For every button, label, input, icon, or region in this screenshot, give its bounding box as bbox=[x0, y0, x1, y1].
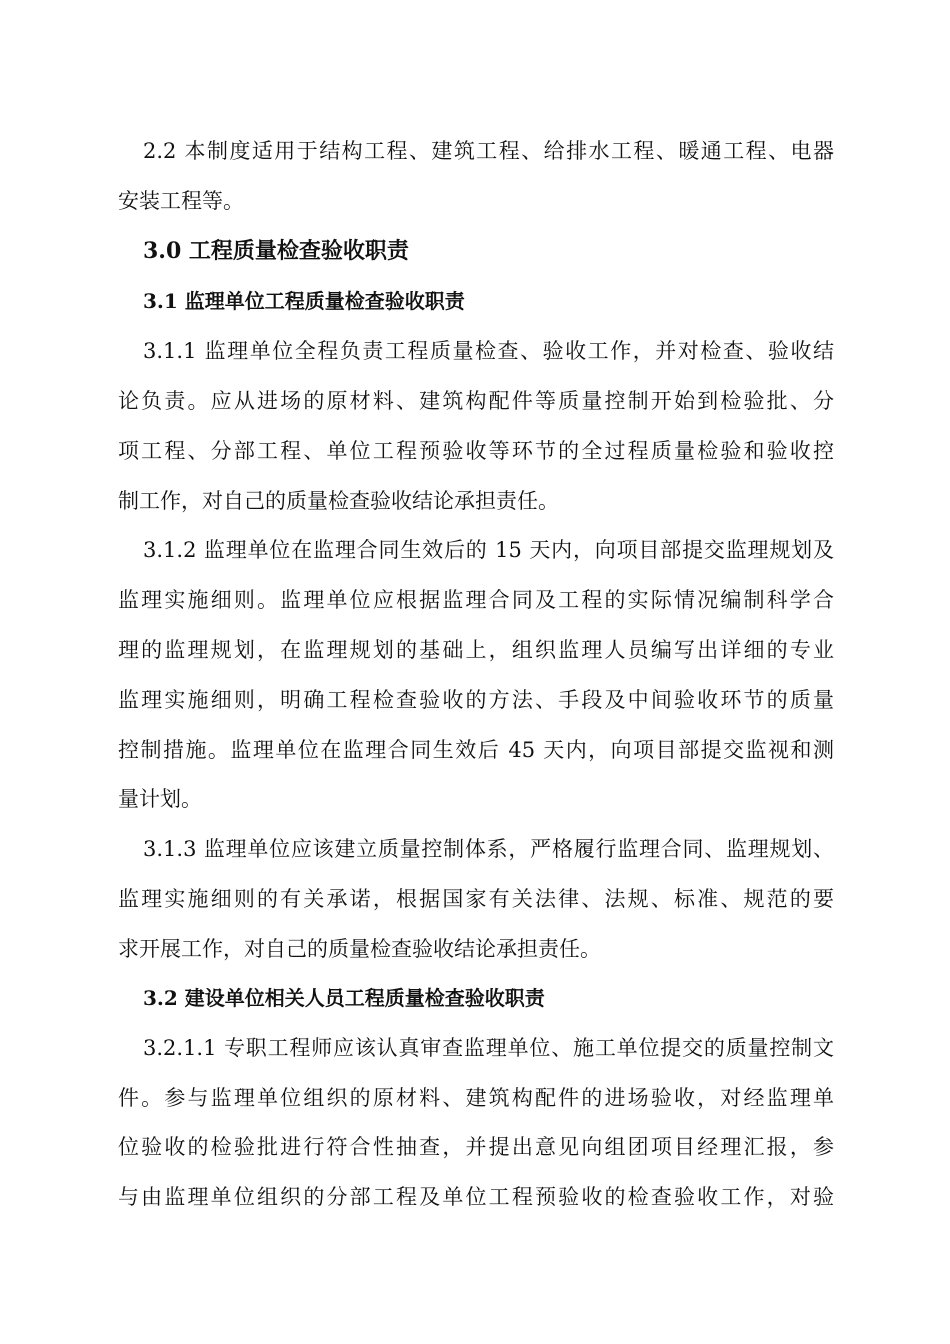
paragraph-3-1-1-line-1: 3.1.1 监理单位全程负责工程质量检查、验收工作，并对检查、验收结 bbox=[143, 339, 834, 363]
paragraph-3-2-1-1-line-2: 件。参与监理单位组织的原材料、建筑构配件的进场验收，对经监理单 bbox=[118, 1086, 834, 1110]
paragraph-3-1-2-line-5: 控制措施。监理单位在监理合同生效后 45 天内，向项目部提交监视和测 bbox=[118, 738, 834, 762]
paragraph-2-2-line-2: 安装工程等。 bbox=[118, 189, 244, 213]
paragraph-3-1-3-line-2: 监理实施细则的有关承诺，根据国家有关法律、法规、标准、规范的要 bbox=[118, 887, 834, 911]
paragraph-3-1-2-line-1: 3.1.2 监理单位在监理合同生效后的 15 天内，向项目部提交监理规划及 bbox=[143, 538, 834, 562]
paragraph-3-2-1-1-line-3: 位验收的检验批进行符合性抽查，并提出意见向组团项目经理汇报，参 bbox=[118, 1135, 834, 1159]
paragraph-3-1-3-line-1: 3.1.3 监理单位应该建立质量控制体系，严格履行监理合同、监理规划、 bbox=[143, 837, 834, 861]
paragraph-3-1-3-line-3: 求开展工作，对自己的质量检查验收结论承担责任。 bbox=[118, 937, 601, 961]
paragraph-3-1-2-line-4: 监理实施细则，明确工程检查验收的方法、手段及中间验收环节的质量 bbox=[118, 688, 834, 712]
paragraph-3-1-1-line-3: 项工程、分部工程、单位工程预验收等环节的全过程质量检验和验收控 bbox=[118, 439, 834, 463]
section-heading-3-2: 3.2 建设单位相关人员工程质量检查验收职责 bbox=[143, 986, 545, 1010]
paragraph-2-2-line-1: 2.2 本制度适用于结构工程、建筑工程、给排水工程、暖通工程、电器 bbox=[143, 139, 834, 163]
paragraph-3-1-2-line-6: 量计划。 bbox=[118, 787, 202, 811]
paragraph-3-2-1-1-line-1: 3.2.1.1 专职工程师应该认真审查监理单位、施工单位提交的质量控制文 bbox=[143, 1036, 834, 1060]
section-heading-3-1: 3.1 监理单位工程质量检查验收职责 bbox=[143, 289, 465, 313]
paragraph-3-1-1-line-4: 制工作，对自己的质量检查验收结论承担责任。 bbox=[118, 489, 559, 513]
paragraph-3-2-1-1-line-4: 与由监理单位组织的分部工程及单位工程预验收的检查验收工作，对验 bbox=[118, 1185, 834, 1209]
paragraph-3-1-1-line-2: 论负责。应从进场的原材料、建筑构配件等质量控制开始到检验批、分 bbox=[118, 389, 834, 413]
paragraph-3-1-2-line-2: 监理实施细则。监理单位应根据监理合同及工程的实际情况编制科学合 bbox=[118, 588, 834, 612]
paragraph-3-1-2-line-3: 理的监理规划，在监理规划的基础上，组织监理人员编写出详细的专业 bbox=[118, 638, 834, 662]
section-heading-3-0: 3.0 工程质量检查验收职责 bbox=[143, 238, 409, 264]
